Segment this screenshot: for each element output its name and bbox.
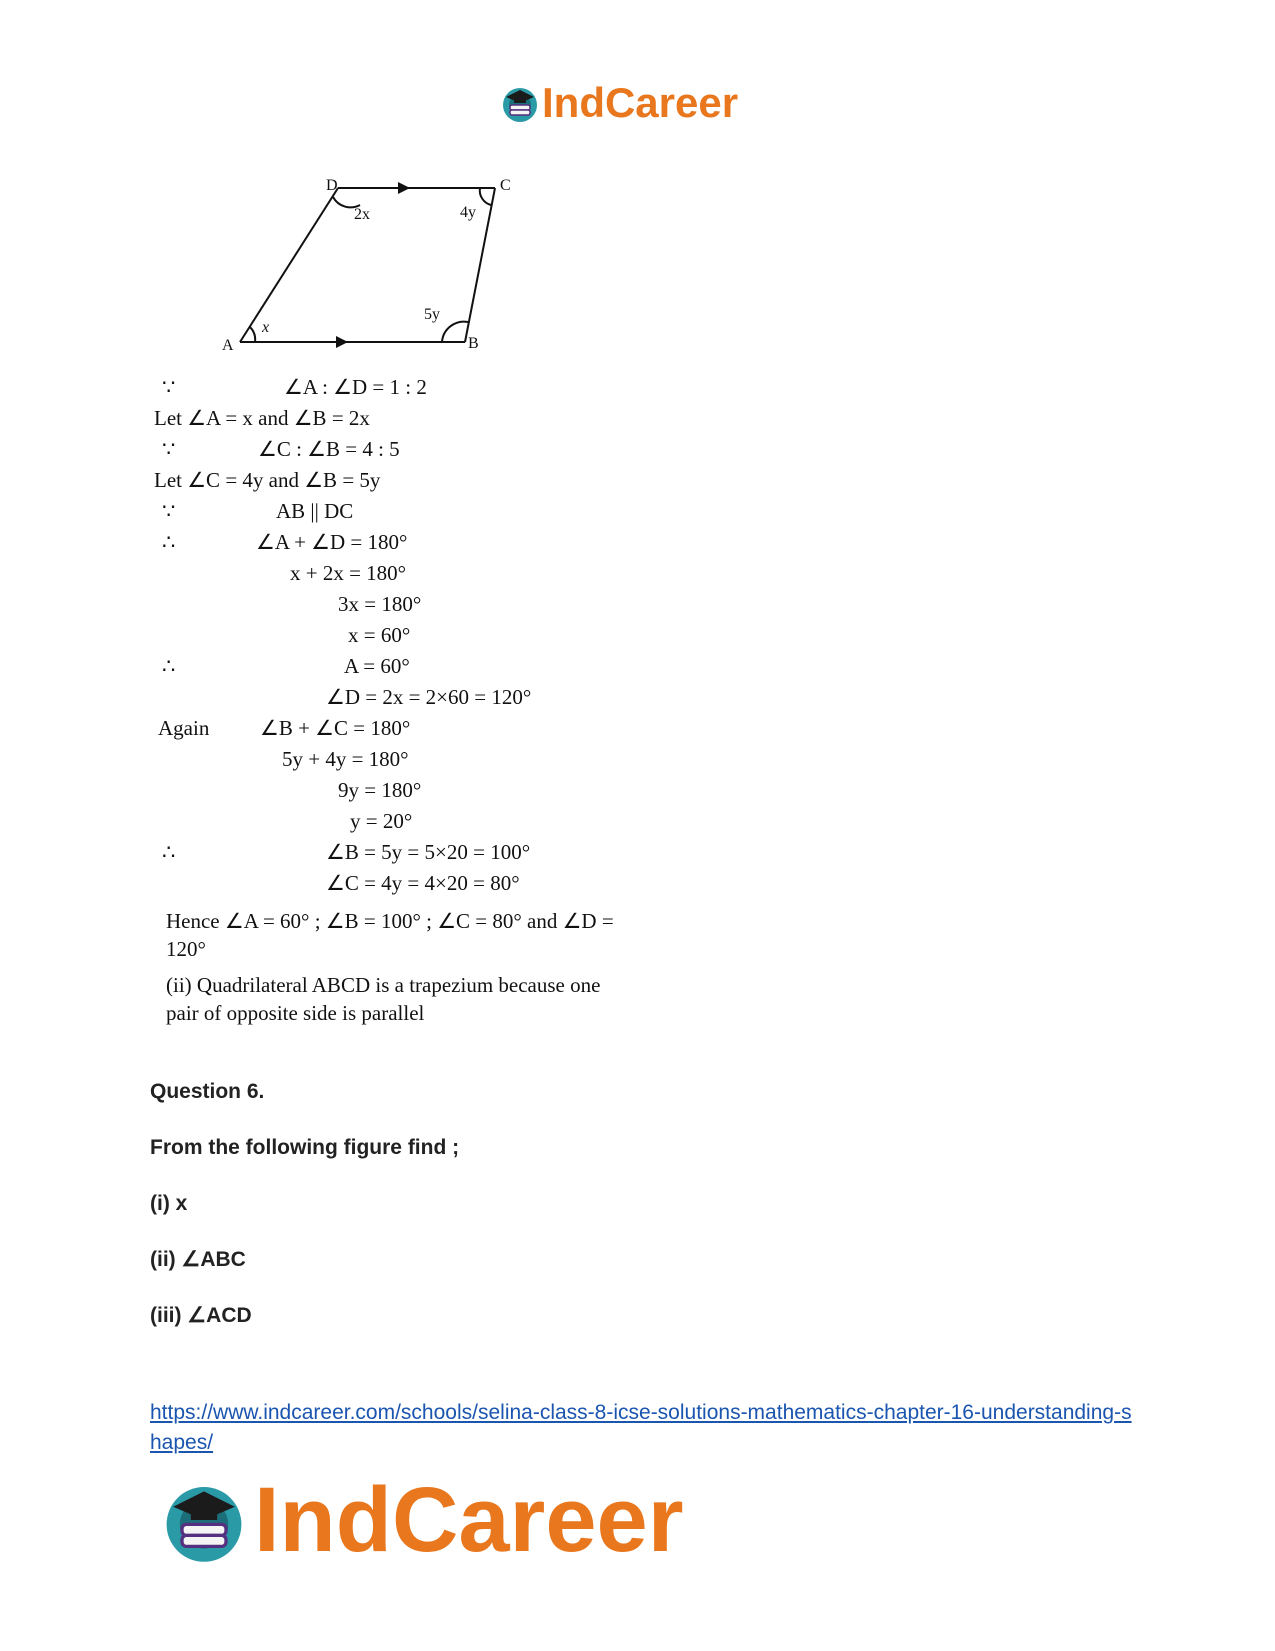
graduation-cap-icon	[160, 1476, 248, 1564]
source-link[interactable]: https://www.indcareer.com/schools/selina-class-8-icse-solutions-mathematics-chapter-16-understanding-shapes/	[150, 1401, 1132, 1454]
vertex-b: B	[468, 335, 479, 352]
equation: ∠A : ∠D = 1 : 2	[284, 375, 427, 399]
equation: 9y = 180°	[338, 778, 422, 802]
angle-label-c: 4y	[460, 204, 476, 221]
trapezium-figure	[150, 175, 630, 375]
part-ii-statement: (ii) Quadrilateral ABCD is a trapezium because one pair of opposite side is parallel	[166, 973, 601, 1025]
angle-label-a: x	[262, 319, 270, 336]
line-label: ∵	[162, 499, 176, 523]
solution-scan	[150, 175, 630, 1060]
logo-text: IndCareer	[542, 79, 739, 126]
question-part-ii: (ii) ∠ABC	[150, 1248, 246, 1271]
equation: x = 60°	[348, 623, 411, 647]
question-part-iii: (iii) ∠ACD	[150, 1304, 252, 1327]
equation: A = 60°	[344, 654, 410, 678]
angle-label-b: 5y	[424, 306, 440, 323]
equation: 3x = 180°	[338, 592, 422, 616]
equation: 5y + 4y = 180°	[282, 747, 409, 771]
question-title: Question 6.	[150, 1080, 265, 1103]
vertex-c: C	[500, 177, 511, 194]
hence-statement: Hence ∠A = 60° ; ∠B = 100° ; ∠C = 80° and ∠D = 120°	[166, 909, 614, 961]
equation: ∠B = 5y = 5×20 = 100°	[326, 840, 531, 864]
vertex-d: D	[326, 177, 338, 194]
line-label: ∴	[162, 840, 176, 864]
line-label: ∵	[162, 375, 176, 399]
logo-text: IndCareer	[254, 1468, 684, 1571]
equation: x + 2x = 180°	[290, 561, 407, 585]
line-label: ∵	[162, 437, 176, 461]
line-label: ∴	[162, 654, 176, 678]
angle-label-d: 2x	[354, 206, 370, 223]
line-label: Again	[158, 716, 210, 740]
question-part-i: (i) x	[150, 1192, 188, 1215]
line-label: ∴	[162, 530, 176, 554]
equation: AB || DC	[276, 499, 354, 523]
equation: ∠D = 2x = 2×60 = 120°	[326, 685, 532, 709]
line-label: Let ∠A = x and ∠B = 2x	[154, 406, 370, 430]
footer-logo	[160, 1470, 700, 1570]
equation: ∠A + ∠D = 180°	[256, 530, 408, 554]
equation: y = 20°	[350, 809, 413, 833]
equation: ∠B + ∠C = 180°	[260, 716, 411, 740]
graduation-cap-icon	[500, 83, 540, 123]
equation: ∠C : ∠B = 4 : 5	[258, 437, 400, 461]
equation: ∠C = 4y = 4×20 = 80°	[326, 871, 520, 895]
vertex-a: A	[222, 337, 234, 354]
line-label: Let ∠C = 4y and ∠B = 5y	[154, 468, 381, 492]
header-logo	[500, 78, 780, 128]
question-prompt: From the following figure find ;	[150, 1136, 460, 1159]
